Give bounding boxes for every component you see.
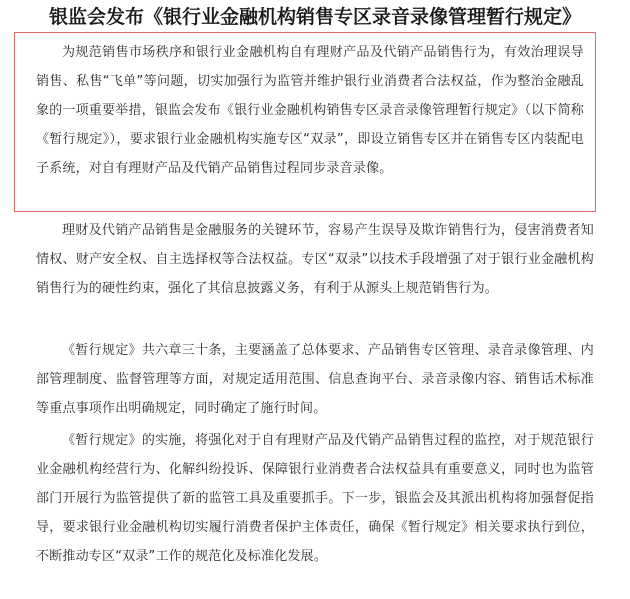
paragraph-structure: 《暂行规定》共六章三十条，主要涵盖了总体要求、产品销售专区管理、录音录像管理、内部管理制度、监督管理等方面，对规定适用范围、信息查询平台、录音录像内容、销售话术标准等重点事项作出明确规定，同时确定了施行时间。 [36,343,594,416]
paragraph-significance: 理财及代销产品销售是金融服务的关键环节，容易产生误导及欺诈销售行为，侵害消费者知情权、财产安全权、自主选择权等合法权益。专区“双录”以技术手段增强了对于银行业金融机构销售行为的硬性约束，强化了其信息披露义务，有利于从源头上规范销售行为。 [36,223,594,296]
paragraph-intro: 为规范销售市场秩序和银行业金融机构自有理财产品及代销产品销售行为，有效治理误导销售、私售“飞单”等问题，切实加强行为监管并维护银行业消费者合法权益，作为整治金融乱象的一项重要举措，银监会发布《银行业金融机构销售专区录音录像管理暂行规定》（以下简称《暂行规定》），要求银行业金融机构实施专区“双录”，即设立销售专区并在销售专区内装配电子系统，对自有理财产品及代销产品销售过程同步录音录像。 [36,45,584,176]
article-title: 银监会发布《银行业金融机构销售专区录音录像管理暂行规定》 [48,6,581,28]
paragraph-next-steps: 《暂行规定》的实施，将强化对于自有理财产品及代销产品销售过程的监控，对于规范银行业金融机构经营行为、化解纠纷投诉、保障银行业消费者合法权益具有重要意义，同时也为监管部门开展行为监管提供了新的监管工具及重要抓手。下一步，银监会及其派出机构将加强督促指导，要求银行业金融机构切实履行消费者保护主体责任，确保《暂行规定》相关要求执行到位，不断推动专区“双录”工作的规范化及标准化发展。 [36,433,594,564]
